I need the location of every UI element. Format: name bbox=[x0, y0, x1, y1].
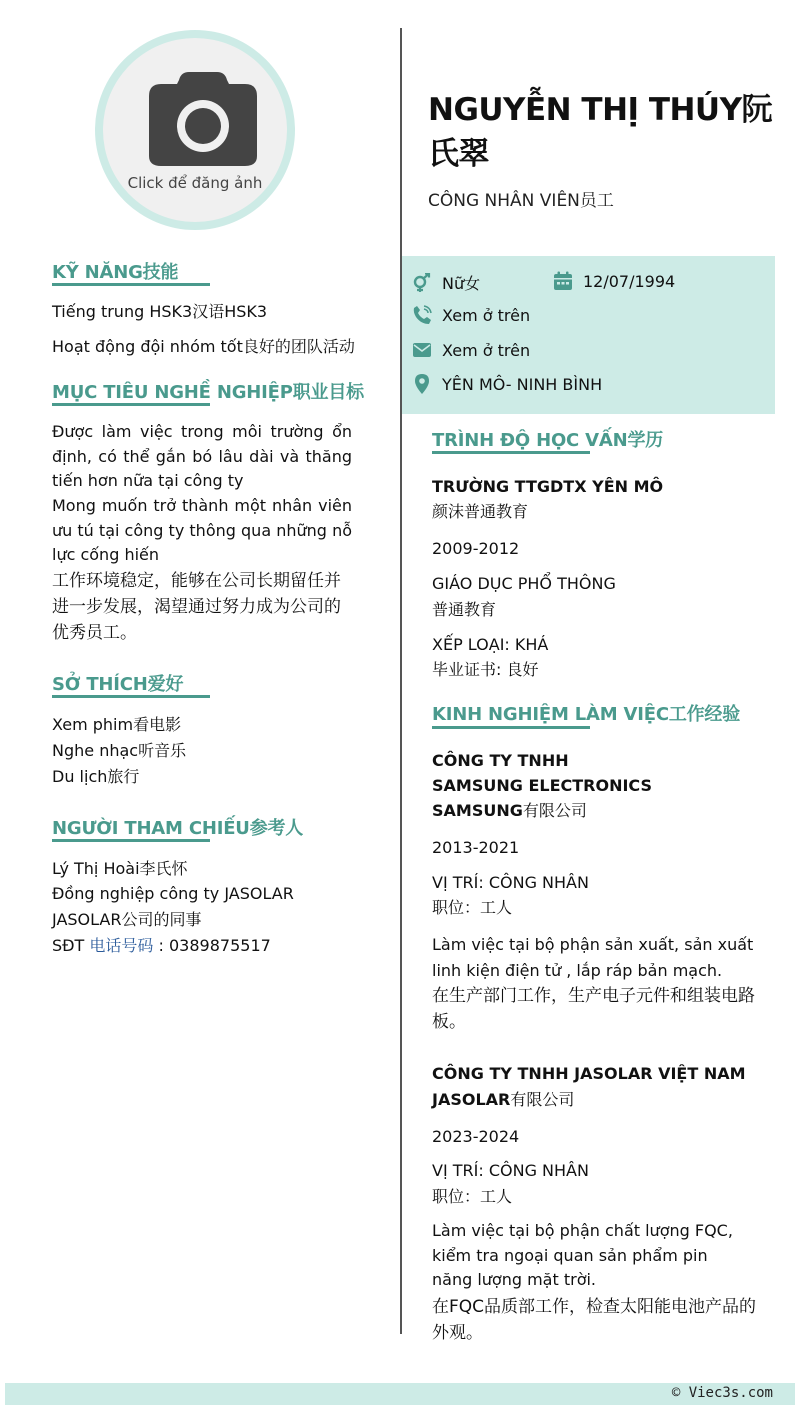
column-divider bbox=[400, 28, 402, 1334]
address-value: YÊN MÔ- NINH BÌNH bbox=[442, 374, 603, 394]
career-goal-text: Được làm việc trong môi trường ổn định, có thể gắn bó lâu dài và thăng tiến hơn nữa tại công ty bbox=[52, 422, 352, 490]
gender-row bbox=[412, 271, 480, 294]
career-goal-text-cn: 工作环境稳定，能够在公司长期留任并进一步发展，渴望通过努力成为公司的优秀员工。 bbox=[52, 571, 341, 643]
education-grade: XẾP LOẠI: KHÁ bbox=[432, 635, 549, 654]
dob-row bbox=[553, 271, 675, 291]
job-position-cn: 职位：工人 bbox=[432, 898, 513, 917]
reference-relation: Đồng nghiệp công ty JASOLAR bbox=[52, 884, 294, 903]
avatar-placeholder[interactable] bbox=[103, 38, 287, 222]
job-title: CÔNG NHÂN VIÊN员工 bbox=[428, 191, 614, 211]
calendar-icon bbox=[553, 271, 573, 291]
education-major: GIÁO DỤC PHỔ THÔNG bbox=[432, 574, 616, 593]
phone-prefix: SĐT bbox=[52, 936, 90, 955]
education-underline bbox=[432, 451, 590, 454]
dob-value: 12/07/1994 bbox=[583, 271, 676, 291]
skills-title: KỸ NĂNG技能 bbox=[52, 262, 179, 283]
job-description: Làm việc tại bộ phận sản xuất, sản xuất linh kiện điện tử , lắp ráp bản mạch. bbox=[432, 935, 754, 980]
job-position: VỊ TRÍ: CÔNG NHÂN bbox=[432, 1161, 589, 1180]
job-years: 2013-2021 bbox=[432, 838, 520, 857]
address-row bbox=[412, 374, 602, 394]
reference-relation-cn: JASOLAR公司的同事 bbox=[52, 910, 202, 929]
job-position: VỊ TRÍ: CÔNG NHÂN bbox=[432, 873, 589, 892]
upload-photo-label[interactable]: Click để đăng ảnh bbox=[127, 174, 263, 192]
gender-icon bbox=[412, 273, 432, 293]
camera-icon bbox=[149, 72, 257, 168]
email-value: Xem ở trên bbox=[442, 340, 531, 360]
job-position-cn: 职位：工人 bbox=[432, 1187, 513, 1206]
reference-phone bbox=[52, 934, 271, 959]
hobby-item: Du lịch旅行 bbox=[52, 767, 140, 786]
hobbies-underline bbox=[52, 695, 210, 698]
reference-title: NGƯỜI THAM CHIẾU参考人 bbox=[52, 818, 304, 839]
location-pin-icon bbox=[412, 374, 432, 394]
hobby-item: Nghe nhạc听音乐 bbox=[52, 741, 187, 760]
job-description-cn: 在FQC品质部工作，检查太阳能电池产品的外观。 bbox=[432, 1297, 757, 1343]
experience-title: KINH NGHIỆM LÀM VIỆC工作经验 bbox=[432, 704, 741, 725]
education-title: TRÌNH ĐỘ HỌC VẤN学历 bbox=[432, 430, 664, 451]
skills-underline bbox=[52, 283, 210, 286]
career-goal-title: MỤC TIÊU NGHỀ NGHIỆP职业目标 bbox=[52, 382, 364, 403]
education-grade-cn: 毕业证书: 良好 bbox=[432, 660, 539, 679]
email-row bbox=[412, 340, 530, 360]
footer-bar bbox=[5, 1383, 795, 1405]
full-name: NGUYỄN THỊ THÚY阮氏翠 bbox=[428, 92, 773, 172]
company-name-cn: JASOLAR有限公司 bbox=[432, 1090, 575, 1109]
reference-name: Lý Thị Hoài李氏怀 bbox=[52, 859, 188, 878]
experience-underline bbox=[432, 726, 590, 729]
hobbies-title: SỞ THÍCH爱好 bbox=[52, 674, 184, 695]
education-major-cn: 普通教育 bbox=[432, 600, 497, 619]
phone-value: Xem ở trên bbox=[442, 305, 531, 325]
avatar[interactable] bbox=[95, 30, 295, 230]
job-years: 2023-2024 bbox=[432, 1127, 520, 1146]
job-description-cn: 在生产部门工作，生产电子元件和组装电路板。 bbox=[432, 986, 755, 1032]
footer-copyright[interactable]: © Viec3s.com bbox=[671, 1385, 773, 1401]
school-name: TRƯỜNG TTGDTX YÊN MÔ bbox=[432, 477, 664, 496]
career-goal-underline bbox=[52, 403, 210, 406]
career-goal-text: Mong muốn trở thành một nhân viên ưu tú tại công ty thông qua những nỗ lực cống hiến bbox=[52, 496, 352, 564]
phone-icon bbox=[412, 305, 432, 325]
school-name-cn: 颜沫普通教育 bbox=[432, 502, 529, 521]
phone-value: : 0389875517 bbox=[153, 936, 271, 955]
hobby-item: Xem phim看电影 bbox=[52, 715, 182, 734]
education-years: 2009-2012 bbox=[432, 539, 520, 558]
skill-item: Hoạt động đội nhóm tốt良好的团队活动 bbox=[52, 337, 355, 356]
gender-value: Nữ女 bbox=[442, 274, 481, 293]
company-name: CÔNG TY TNHH JASOLAR VIỆT NAM bbox=[432, 1064, 746, 1083]
phone-label[interactable]: 电话号码 bbox=[89, 936, 154, 955]
reference-underline bbox=[52, 839, 210, 842]
company-name: CÔNG TY TNHH SAMSUNG ELECTRONICS bbox=[432, 751, 652, 795]
company-name-cn: SAMSUNG有限公司 bbox=[432, 801, 587, 820]
skill-item: Tiếng trung HSK3汉语HSK3 bbox=[52, 302, 268, 321]
job-description: Làm việc tại bộ phận chất lượng FQC, kiểm tra ngoại quan sản phẩm pin năng lượng mặt trời. bbox=[432, 1221, 733, 1289]
email-icon bbox=[412, 340, 432, 360]
contact-panel bbox=[402, 256, 775, 414]
phone-row bbox=[412, 305, 530, 325]
